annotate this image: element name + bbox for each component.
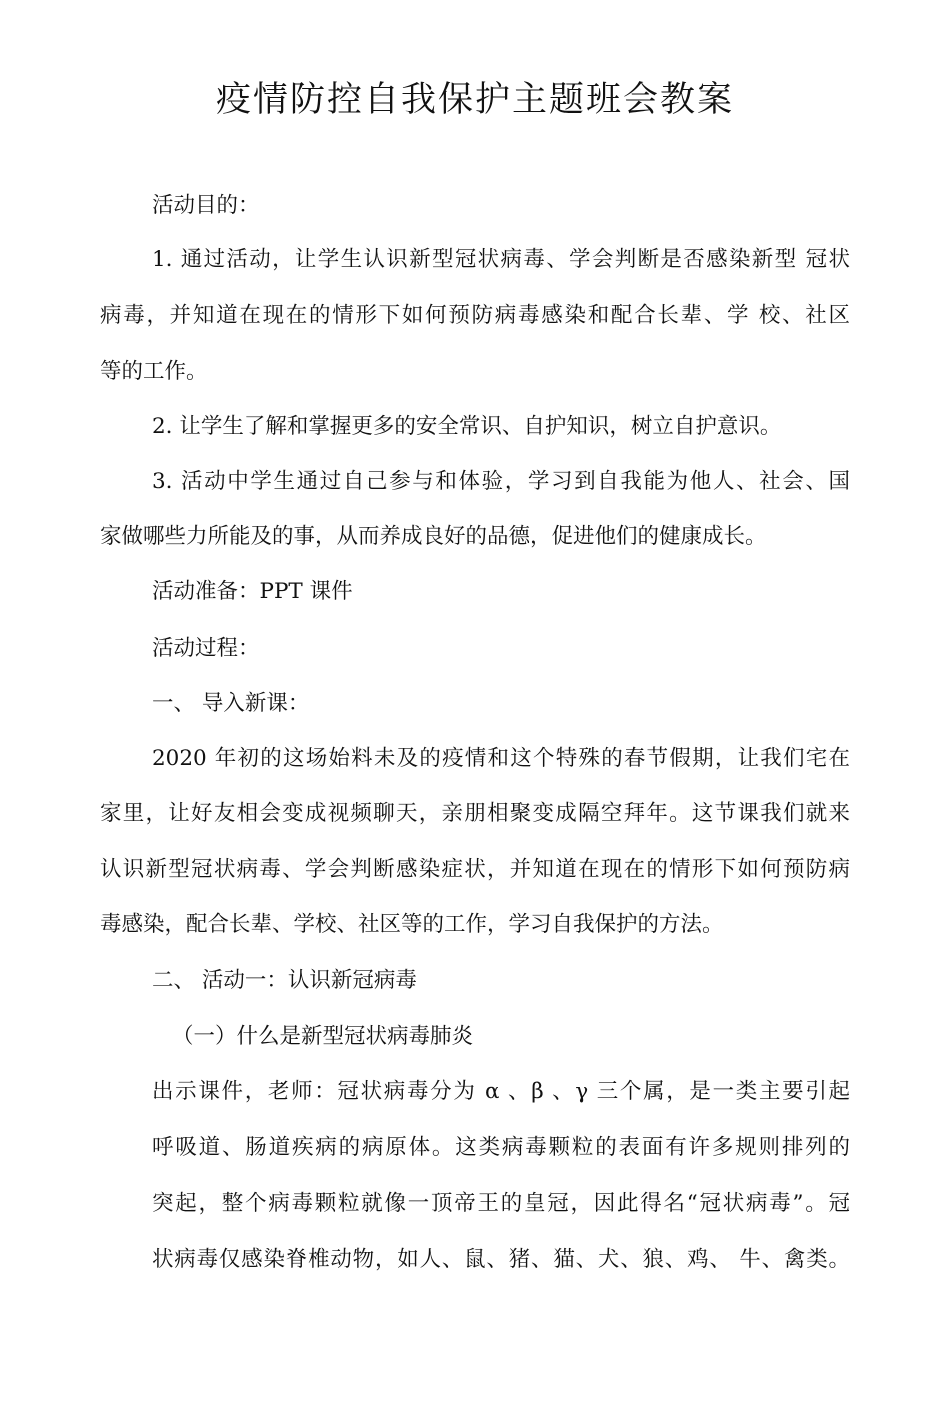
- section-heading-preparation: 活动准备：PPT 课件: [152, 579, 353, 604]
- paragraph-line: 家做哪些力所能及的事，从而养成良好的品德，促进他们的健康成长。: [100, 524, 767, 549]
- paragraph-line: 状病毒仅感染脊椎动物，如人、鼠、猪、猫、犬、狼、鸡、 牛、禽类。: [152, 1247, 850, 1272]
- paragraph-line: 病毒，并知道在现在的情形下如何预防病毒感染和配合长辈、学 校、社区: [100, 303, 850, 328]
- subsection-heading: （一）什么是新型冠状病毒肺炎: [172, 1024, 474, 1049]
- paragraph-line: 家里，让好友相会变成视频聊天，亲朋相聚变成隔空拜年。这节课我们就来: [100, 801, 850, 826]
- document-title: 疫情防控自我保护主题班会教案: [215, 80, 734, 120]
- section-heading-goals: 活动目的：: [152, 193, 260, 218]
- paragraph-line: 认识新型冠状病毒、学会判断感染症状，并知道在现在的情形下如何预防病: [100, 857, 850, 882]
- section-heading-process: 活动过程：: [152, 636, 260, 661]
- paragraph-line: 毒感染，配合长辈、学校、社区等的工作，学习自我保护的方法。: [100, 912, 724, 937]
- section-heading-intro: 一、 导入新课：: [152, 691, 310, 716]
- paragraph-line: 3. 活动中学生通过自己参与和体验，学习到自我能为他人、社会、国: [152, 469, 850, 494]
- paragraph-line: 2. 让学生了解和掌握更多的安全常识、自护知识，树立自护意识。: [152, 414, 782, 439]
- paragraph-line: 1. 通过活动，让学生认识新型冠状病毒、学会判断是否感染新型 冠状: [152, 247, 850, 272]
- section-heading-activity-one: 二、 活动一：认识新冠病毒: [152, 968, 417, 993]
- paragraph-line: 2020 年初的这场始料未及的疫情和这个特殊的春节假期，让我们宅在: [152, 746, 850, 771]
- paragraph-line: 突起，整个病毒颗粒就像一顶帝王的皇冠，因此得名“冠状病毒”。冠: [152, 1191, 850, 1216]
- paragraph-line: 等的工作。: [100, 359, 208, 384]
- paragraph-line: 出示课件，老师：冠状病毒分为 α 、β 、γ 三个属，是一类主要引起: [152, 1079, 850, 1104]
- paragraph-line: 呼吸道、肠道疾病的病原体。这类病毒颗粒的表面有许多规则排列的: [152, 1135, 850, 1160]
